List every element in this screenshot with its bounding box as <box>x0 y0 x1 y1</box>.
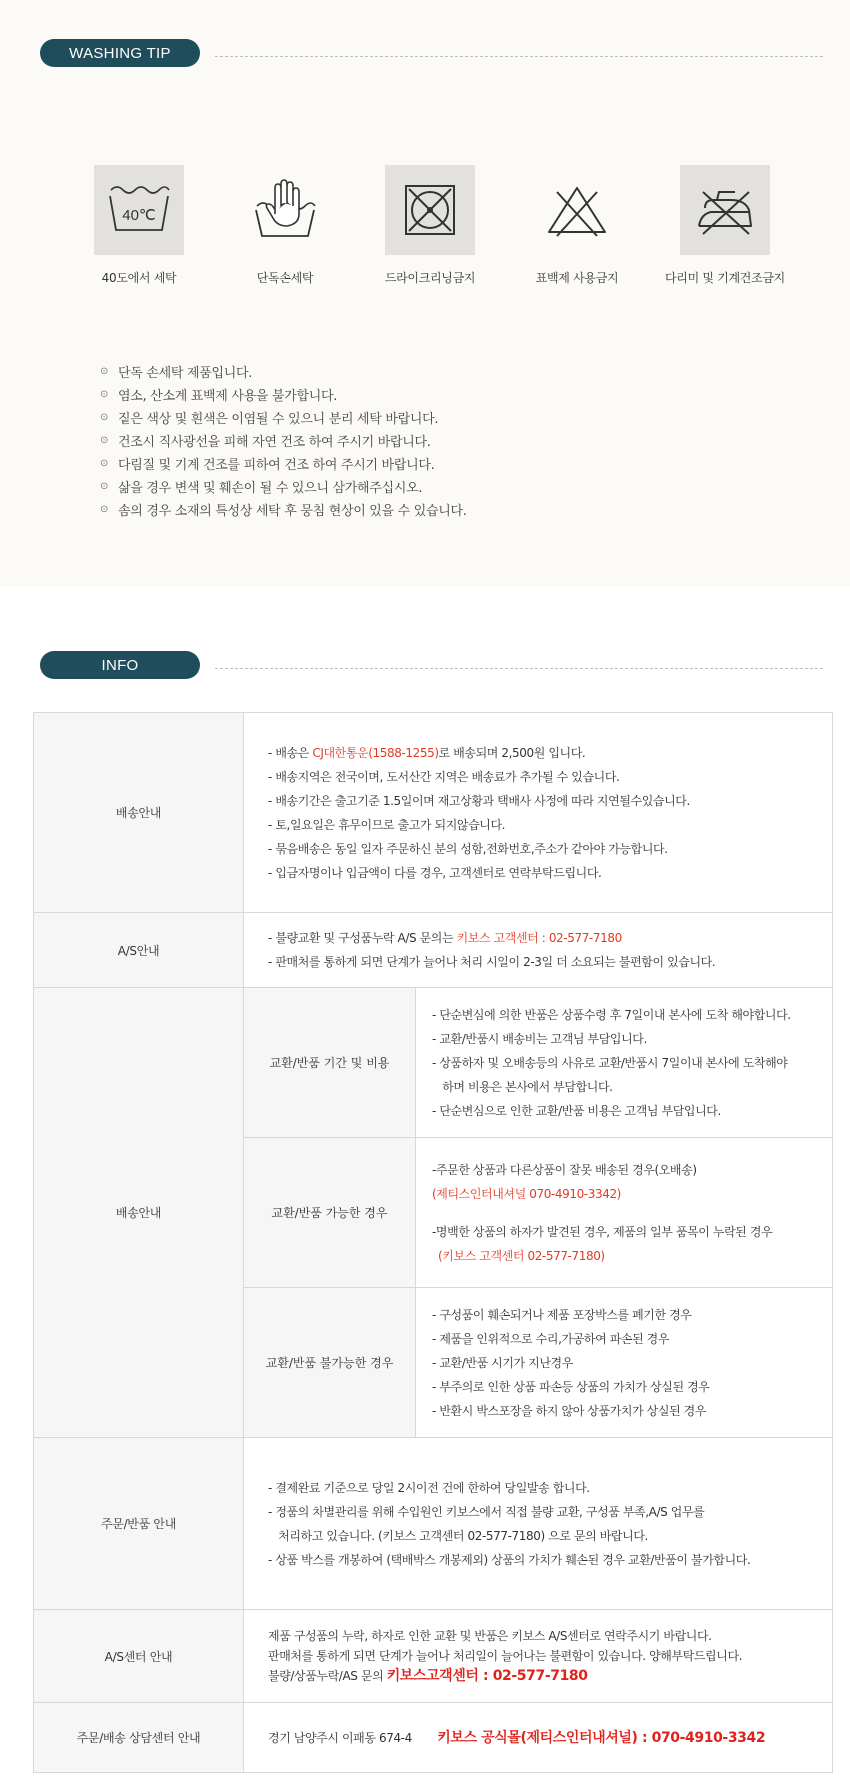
care-label: 40도에서 세탁 <box>101 271 177 285</box>
spacer <box>432 1206 832 1220</box>
consult-content <box>244 1703 833 1773</box>
list-item: ⊙ 건조시 직사광선을 피해 자연 건조 하여 주시기 바랍니다. <box>100 435 431 450</box>
text-line: -명백한 상품의 하자가 발견된 경우, 제품의 일부 품목이 누락된 경우 <box>432 1224 773 1239</box>
bullet-icon: ⊙ <box>100 366 109 377</box>
svg-text:40℃: 40℃ <box>122 207 156 224</box>
bullet-icon: ⊙ <box>100 481 109 492</box>
text-line: 제품 구성품의 누락, 하자로 인한 교환 및 반품은 키보스 A/S센터로 연락주시기 바랍니다. <box>268 1629 712 1643</box>
text-line: - 판매처를 통하게 되면 단계가 늘어나 처리 시일이 2-3일 더 소요되는 불편함이 있습니다. <box>268 955 716 969</box>
text-line: - 묶음배송은 동일 일자 주문하신 분의 성함,전화번호,주소가 같아야 가능합니다. <box>268 841 668 856</box>
care-label: 다리미 및 기계건조금지 <box>665 271 785 285</box>
wash-40-icon <box>94 165 184 255</box>
text-line: (제티스인터내셔널 070-4910-3342) <box>432 1186 621 1201</box>
exchange-period-content <box>416 988 833 1138</box>
exchange-possible-head: 교환/반품 가능한 경우 <box>244 1138 416 1288</box>
list-item: ⊙ 단독 손세탁 제품입니다. <box>100 366 253 381</box>
care-item-no-dry-clean <box>355 165 505 286</box>
table-row <box>34 988 833 1138</box>
text-line: - 배송지역은 전국이며, 도서산간 지역은 배송료가 추가될 수 있습니다. <box>268 769 620 784</box>
list-item: ⊙ 솜의 경우 소재의 특성상 세탁 후 뭉침 현상이 있을 수 있습니다. <box>100 504 467 519</box>
row-head-order: 주문/반품 안내 <box>34 1438 244 1610</box>
text-line: - 정품의 차별관리를 위해 수입원인 키보스에서 직접 불량 교환, 구성품 부족,A/S 업무를 <box>268 1504 705 1519</box>
text-line: - 구성품이 훼손되거나 제품 포장박스를 폐기한 경우 <box>432 1307 692 1322</box>
text-line: - 상품 박스를 개봉하여 (택배박스 개봉제외) 상품의 가치가 훼손된 경우 교환/반품이 불가합니다. <box>268 1552 751 1567</box>
bullet-icon: ⊙ <box>100 412 109 423</box>
bullet-icon: ⊙ <box>100 504 109 515</box>
care-item-no-bleach <box>502 165 652 286</box>
info-table <box>33 712 833 1773</box>
care-item-wash-40 <box>64 165 214 286</box>
exchange-impossible-content <box>416 1288 833 1438</box>
no-dry-clean-icon <box>385 165 475 255</box>
row-head-as: A/S안내 <box>34 913 244 988</box>
bullet-icon: ⊙ <box>100 389 109 400</box>
washing-tips-list <box>100 360 800 521</box>
care-label: 드라이크리닝금지 <box>384 271 476 285</box>
text-line: - 단순변심에 의한 반품은 상품수령 후 7일이내 본사에 도착 해야합니다. <box>432 1007 791 1022</box>
text-line: - 입금자명이나 입금액이 다를 경우, 고객센터로 연락부탁드립니다. <box>268 865 602 880</box>
table-row <box>34 1610 833 1703</box>
bullet-icon: ⊙ <box>100 435 109 446</box>
washing-tip-title: WASHING TIP <box>40 39 200 67</box>
list-item: ⊙ 짙은 색상 및 흰색은 이염될 수 있으니 분리 세탁 바랍니다. <box>100 412 439 427</box>
table-row <box>34 713 833 913</box>
address-text: 경기 남양주시 이패동 674-4 <box>268 1730 412 1745</box>
exchange-period-head: 교환/반품 기간 및 비용 <box>244 988 416 1138</box>
list-item: ⊙ 삶을 경우 변색 및 훼손이 될 수 있으니 삼가해주십시오. <box>100 481 423 496</box>
exchange-impossible-head: 교환/반품 불가능한 경우 <box>244 1288 416 1438</box>
text-line: - 배송기간은 출고기준 1.5일이며 재고상황과 택배사 사정에 따라 지연될수있습니다. <box>268 793 690 808</box>
no-iron-icon <box>680 165 770 255</box>
text-line: - 배송은 CJ대한통운(1588-1255)로 배송되며 2,500원 입니다. <box>268 745 586 760</box>
info-title: INFO <box>40 651 200 679</box>
table-row <box>34 1703 833 1773</box>
text-line: 불량/상품누락/AS 문의 키보스고객센터 : 02-577-7180 <box>268 1668 588 1684</box>
exchange-possible-content <box>416 1138 833 1288</box>
text-line: 처리하고 있습니다. (키보스 고객센터 02-577-7180) 으로 문의 바랍니다. <box>268 1528 648 1543</box>
text-line: - 반환시 박스포장을 하지 않아 상품가치가 상실된 경우 <box>432 1403 707 1418</box>
care-item-no-iron <box>650 165 800 286</box>
text-line: (키보스 고객센터 02-577-7180) <box>438 1248 605 1263</box>
order-content <box>244 1438 833 1610</box>
text-line: -주문한 상품과 다른상품이 잘못 배송된 경우(오배송) <box>432 1162 697 1177</box>
table-row <box>34 913 833 988</box>
list-item: ⊙ 염소, 산소계 표백제 사용을 불가합니다. <box>100 389 338 404</box>
text-line: - 제품을 인위적으로 수리,가공하여 파손된 경우 <box>432 1331 670 1346</box>
hand-wash-icon <box>240 165 330 255</box>
text-line: 하며 비용은 본사에서 부담합니다. <box>432 1079 613 1094</box>
text-line: - 교환/반품 시기가 지난경우 <box>432 1355 573 1370</box>
table-row <box>34 1438 833 1610</box>
care-label: 표백제 사용금지 <box>535 271 619 285</box>
care-item-hand-wash <box>210 165 360 286</box>
text-line: - 상품하자 및 오배송등의 사유로 교환/반품시 7일이내 본사에 도착해야 <box>432 1055 788 1070</box>
section-divider <box>215 668 823 669</box>
row-head-shipping: 배송안내 <box>34 713 244 913</box>
as-content <box>244 913 833 988</box>
care-label: 단독손세탁 <box>256 271 314 285</box>
shipping-content <box>244 713 833 913</box>
text-line: - 토,일요일은 휴무이므로 출고가 되지않습니다. <box>268 817 506 832</box>
row-head-consult: 주문/배송 상담센터 안내 <box>34 1703 244 1773</box>
section-divider <box>215 56 823 57</box>
row-head-as-center: A/S센터 안내 <box>34 1610 244 1703</box>
as-center-content <box>244 1610 833 1703</box>
text-line: - 교환/반품시 배송비는 고객님 부담입니다. <box>432 1031 647 1046</box>
bullet-icon: ⊙ <box>100 458 109 469</box>
text-line: - 불량교환 및 구성품누락 A/S 문의는 키보스 고객센터 : 02-577-7180 <box>268 931 622 945</box>
consult-phone: 키보스 공식몰(제티스인터내셔널) : 070-4910-3342 <box>437 1729 766 1746</box>
text-line: - 단순변심으로 인한 교환/반품 비용은 고객님 부담입니다. <box>432 1103 721 1118</box>
text-line: 판매처를 통하게 되면 단계가 늘어나 처리일이 늘어나는 불편함이 있습니다. 양해부탁드립니다. <box>268 1649 743 1663</box>
list-item: ⊙ 다림질 및 기계 건조를 피하여 건조 하여 주시기 바랍니다. <box>100 458 435 473</box>
washing-tip-section <box>0 0 850 587</box>
care-icon-row <box>0 165 850 295</box>
row-head-exchange: 배송안내 <box>34 988 244 1438</box>
text-line: - 부주의로 인한 상품 파손등 상품의 가치가 상실된 경우 <box>432 1379 710 1394</box>
text-line: - 결제완료 기준으로 당일 2시이전 건에 한하여 당일발송 합니다. <box>268 1480 590 1495</box>
no-bleach-icon <box>532 165 622 255</box>
